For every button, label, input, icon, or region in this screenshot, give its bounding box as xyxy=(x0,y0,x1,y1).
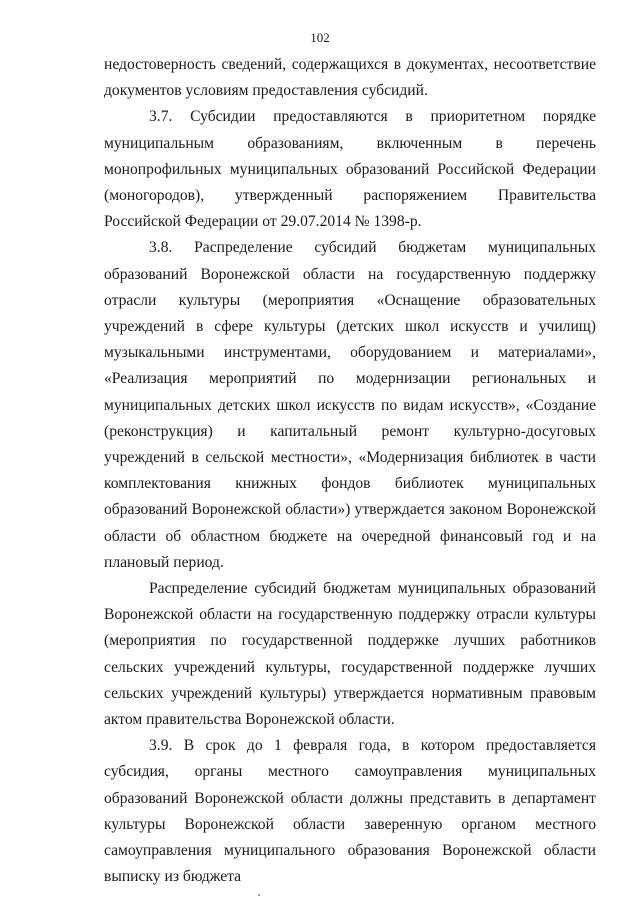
paragraph-3-8: 3.8. Распределение субсидий бюджетам муниципальных образований Воронежской области на государственную поддержку отрасли культуры (мероприятия «Оснащение образовательных учреждений в сфере культуры (детских школ искусств и училищ) музыкальными инструментами, оборудованием и материалами», «Реализация мероприятий по модернизации региональных и муниципальных детских школ искусств по видам искусств», «Создание (реконструкция) и капитальный ремонт культурно-досуговых учреждений в сельской местности», «Модернизация библиотек в части комплектования книжных фондов библиотек муниципальных образований Воронежской области») утверждается законом Воронежской области об областном бюджете на очередной финансовый год и на плановый период. xyxy=(104,239,596,571)
paragraph-3-8-distribution: Распределение субсидий бюджетам муниципальных образований Воронежской области на государственную поддержку отрасли культуры (мероприятия по государственной поддержке лучших работников сельских учреждений культуры, государственной поддержке лучших сельских учреждений культуры) утверждается нормативным правовым актом правительства Воронежской области. xyxy=(104,580,596,729)
paragraph-3-9: 3.9. В срок до 1 февраля года, в котором предоставляется субсидия, органы местного самоуправления муниципальных образований Воронежской области должны представить в департамент культуры Воронежской области заверенную органом местного самоуправления муниципального образования Воронежской области выписку из бюджета xyxy=(104,737,596,886)
page-number: 102 xyxy=(310,30,330,45)
document-body xyxy=(104,52,596,891)
scan-mark xyxy=(258,894,260,896)
paragraph-3-7: 3.7. Субсидии предоставляются в приоритетном порядке муниципальным образованиям, включенным в перечень монопрофильных муниципальных образований Российской Федерации (моногородов), утвержденный распоряжением Правительства Российской Федерации от 29.07.2014 № 1398-р. xyxy=(104,108,596,231)
paragraph-continuation: недостоверность сведений, содержащихся в документах, несоответствие документов условиям предоставления субсидий. xyxy=(104,56,596,100)
